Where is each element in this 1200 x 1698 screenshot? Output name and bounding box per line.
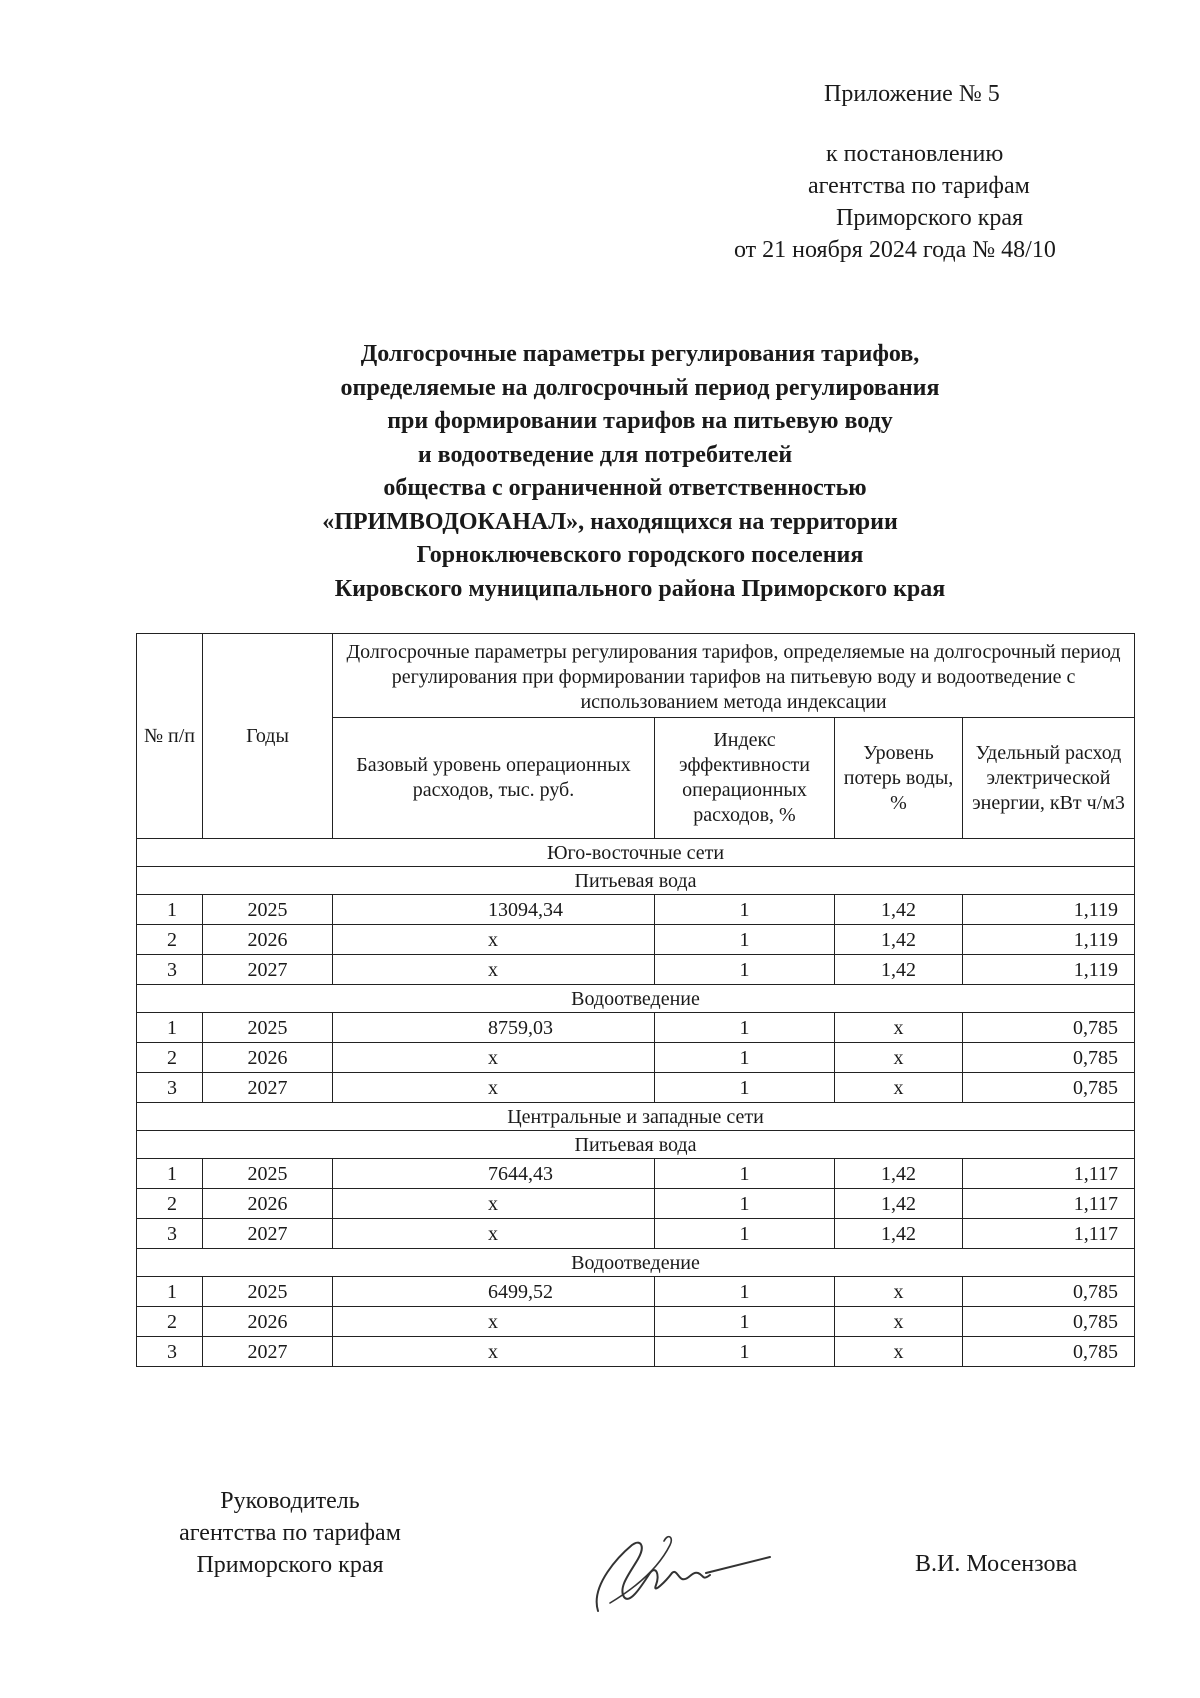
cell-water-losses: х — [835, 1073, 963, 1103]
cell-year: 2027 — [203, 1073, 333, 1103]
signatory-name: В.И. Мосензова — [915, 1551, 1078, 1577]
cell-water-losses: 1,42 — [835, 925, 963, 955]
position-line: Руководитель — [220, 1488, 360, 1514]
cell-num: 1 — [137, 895, 203, 925]
cell-energy: 0,785 — [963, 1307, 1135, 1337]
cell-energy: 1,117 — [963, 1189, 1135, 1219]
cell-efficiency-index: 1 — [655, 1277, 835, 1307]
cell-base-costs: х — [333, 1043, 655, 1073]
cell-num: 3 — [137, 955, 203, 985]
network-heading: Юго-восточные сети — [137, 839, 1135, 867]
cell-year: 2026 — [203, 925, 333, 955]
table-row — [137, 925, 1135, 955]
cell-num: 3 — [137, 1337, 203, 1367]
cell-energy: 0,785 — [963, 1073, 1135, 1103]
cell-efficiency-index: 1 — [655, 955, 835, 985]
appendix-line: Приморского края — [836, 205, 1024, 231]
cell-year: 2025 — [203, 895, 333, 925]
title-line: определяемые на долгосрочный период регулирования — [340, 374, 940, 401]
cell-base-costs: х — [333, 955, 655, 985]
cell-water-losses: 1,42 — [835, 895, 963, 925]
cell-water-losses: х — [835, 1043, 963, 1073]
handwritten-signature — [580, 1515, 780, 1625]
title-line: при формировании тарифов на питьевую воду — [387, 408, 893, 434]
cell-base-costs: 7644,43 — [333, 1159, 655, 1189]
table-row — [137, 1043, 1135, 1073]
cell-efficiency-index: 1 — [655, 1073, 835, 1103]
service-heading: Питьевая вода — [137, 1131, 1135, 1159]
table-row — [137, 1073, 1135, 1103]
cell-num: 1 — [137, 1013, 203, 1043]
cell-water-losses: 1,42 — [835, 1189, 963, 1219]
cell-num: 3 — [137, 1219, 203, 1249]
cell-efficiency-index: 1 — [655, 1043, 835, 1073]
header-years: Годы — [203, 634, 333, 839]
document-title — [240, 338, 1040, 606]
cell-efficiency-index: 1 — [655, 1219, 835, 1249]
cell-base-costs: х — [333, 1307, 655, 1337]
appendix-title: Приложение № 5 — [824, 81, 1000, 107]
cell-year: 2025 — [203, 1013, 333, 1043]
position-line: агентства по тарифам — [179, 1520, 401, 1546]
cell-energy: 1,117 — [963, 1159, 1135, 1189]
cell-water-losses: х — [835, 1307, 963, 1337]
cell-water-losses: 1,42 — [835, 1159, 963, 1189]
header-group: Долгосрочные параметры регулирования тарифов, определяемые на долгосрочный период регулирования при формировании тарифов на питьевую воду и водоотведение с использованием метода индексации — [333, 634, 1135, 718]
cell-num: 2 — [137, 1189, 203, 1219]
title-line: и водоотведение для потребителей — [417, 441, 793, 468]
cell-efficiency-index: 1 — [655, 1189, 835, 1219]
cell-base-costs: 6499,52 — [333, 1277, 655, 1307]
service-heading: Питьевая вода — [137, 867, 1135, 895]
cell-year: 2025 — [203, 1159, 333, 1189]
cell-water-losses: 1,42 — [835, 1219, 963, 1249]
cell-num: 1 — [137, 1277, 203, 1307]
cell-energy: 0,785 — [963, 1277, 1135, 1307]
cell-num: 2 — [137, 925, 203, 955]
cell-water-losses: 1,42 — [835, 955, 963, 985]
cell-energy: 1,119 — [963, 955, 1135, 985]
cell-year: 2026 — [203, 1189, 333, 1219]
table-row — [137, 955, 1135, 985]
parameters-table — [136, 633, 1135, 1367]
cell-base-costs: х — [333, 1337, 655, 1367]
cell-base-costs: х — [333, 925, 655, 955]
cell-energy: 1,117 — [963, 1219, 1135, 1249]
table-row — [137, 1013, 1135, 1043]
table-row — [137, 1337, 1135, 1367]
cell-year: 2026 — [203, 1043, 333, 1073]
header-index: Индекс эффективности операционных расходов, % — [655, 718, 835, 839]
cell-water-losses: х — [835, 1337, 963, 1367]
appendix-line: от 21 ноября 2024 года № 48/10 — [734, 237, 1056, 263]
cell-energy: 0,785 — [963, 1337, 1135, 1367]
cell-base-costs: х — [333, 1219, 655, 1249]
table-row — [137, 1159, 1135, 1189]
service-heading: Водоотведение — [137, 985, 1135, 1013]
cell-year: 2027 — [203, 1337, 333, 1367]
table-row — [137, 1189, 1135, 1219]
table-row — [137, 1277, 1135, 1307]
table-row — [137, 895, 1135, 925]
cell-year: 2027 — [203, 1219, 333, 1249]
cell-water-losses: х — [835, 1013, 963, 1043]
cell-base-costs: 13094,34 — [333, 895, 655, 925]
cell-num: 2 — [137, 1043, 203, 1073]
title-line: Кировского муниципального района Приморского края — [334, 575, 946, 602]
cell-num: 1 — [137, 1159, 203, 1189]
cell-year: 2027 — [203, 955, 333, 985]
service-heading: Водоотведение — [137, 1249, 1135, 1277]
table-row — [137, 1219, 1135, 1249]
appendix-line: агентства по тарифам — [808, 173, 1030, 199]
table-row — [137, 1307, 1135, 1337]
title-line: Долгосрочные параметры регулирования тарифов, — [360, 341, 920, 367]
cell-energy: 0,785 — [963, 1043, 1135, 1073]
cell-num: 3 — [137, 1073, 203, 1103]
header-losses: Уровень потерь воды, % — [835, 718, 963, 839]
title-line: общества с ограниченной ответственностью — [383, 475, 867, 501]
appendix-line: к постановлению — [826, 141, 1004, 167]
cell-base-costs: х — [333, 1073, 655, 1103]
header-energy: Удельный расход электрической энергии, кВт ч/м3 — [963, 718, 1135, 839]
network-heading: Центральные и западные сети — [137, 1103, 1135, 1131]
cell-efficiency-index: 1 — [655, 895, 835, 925]
cell-water-losses: х — [835, 1277, 963, 1307]
title-line: Горноключевского городского поселения — [416, 542, 864, 568]
cell-efficiency-index: 1 — [655, 1307, 835, 1337]
header-base: Базовый уровень операционных расходов, тыс. руб. — [333, 718, 655, 839]
cell-efficiency-index: 1 — [655, 1013, 835, 1043]
cell-year: 2025 — [203, 1277, 333, 1307]
cell-efficiency-index: 1 — [655, 925, 835, 955]
header-num: № п/п — [137, 634, 203, 839]
cell-num: 2 — [137, 1307, 203, 1337]
cell-energy: 1,119 — [963, 925, 1135, 955]
cell-efficiency-index: 1 — [655, 1159, 835, 1189]
cell-efficiency-index: 1 — [655, 1337, 835, 1367]
signatory-position — [140, 1485, 440, 1581]
position-line: Приморского края — [196, 1552, 384, 1578]
cell-base-costs: х — [333, 1189, 655, 1219]
cell-energy: 0,785 — [963, 1013, 1135, 1043]
cell-year: 2026 — [203, 1307, 333, 1337]
cell-base-costs: 8759,03 — [333, 1013, 655, 1043]
cell-energy: 1,119 — [963, 895, 1135, 925]
title-line: «ПРИМВОДОКАНАЛ», находящихся на территории — [322, 508, 898, 535]
